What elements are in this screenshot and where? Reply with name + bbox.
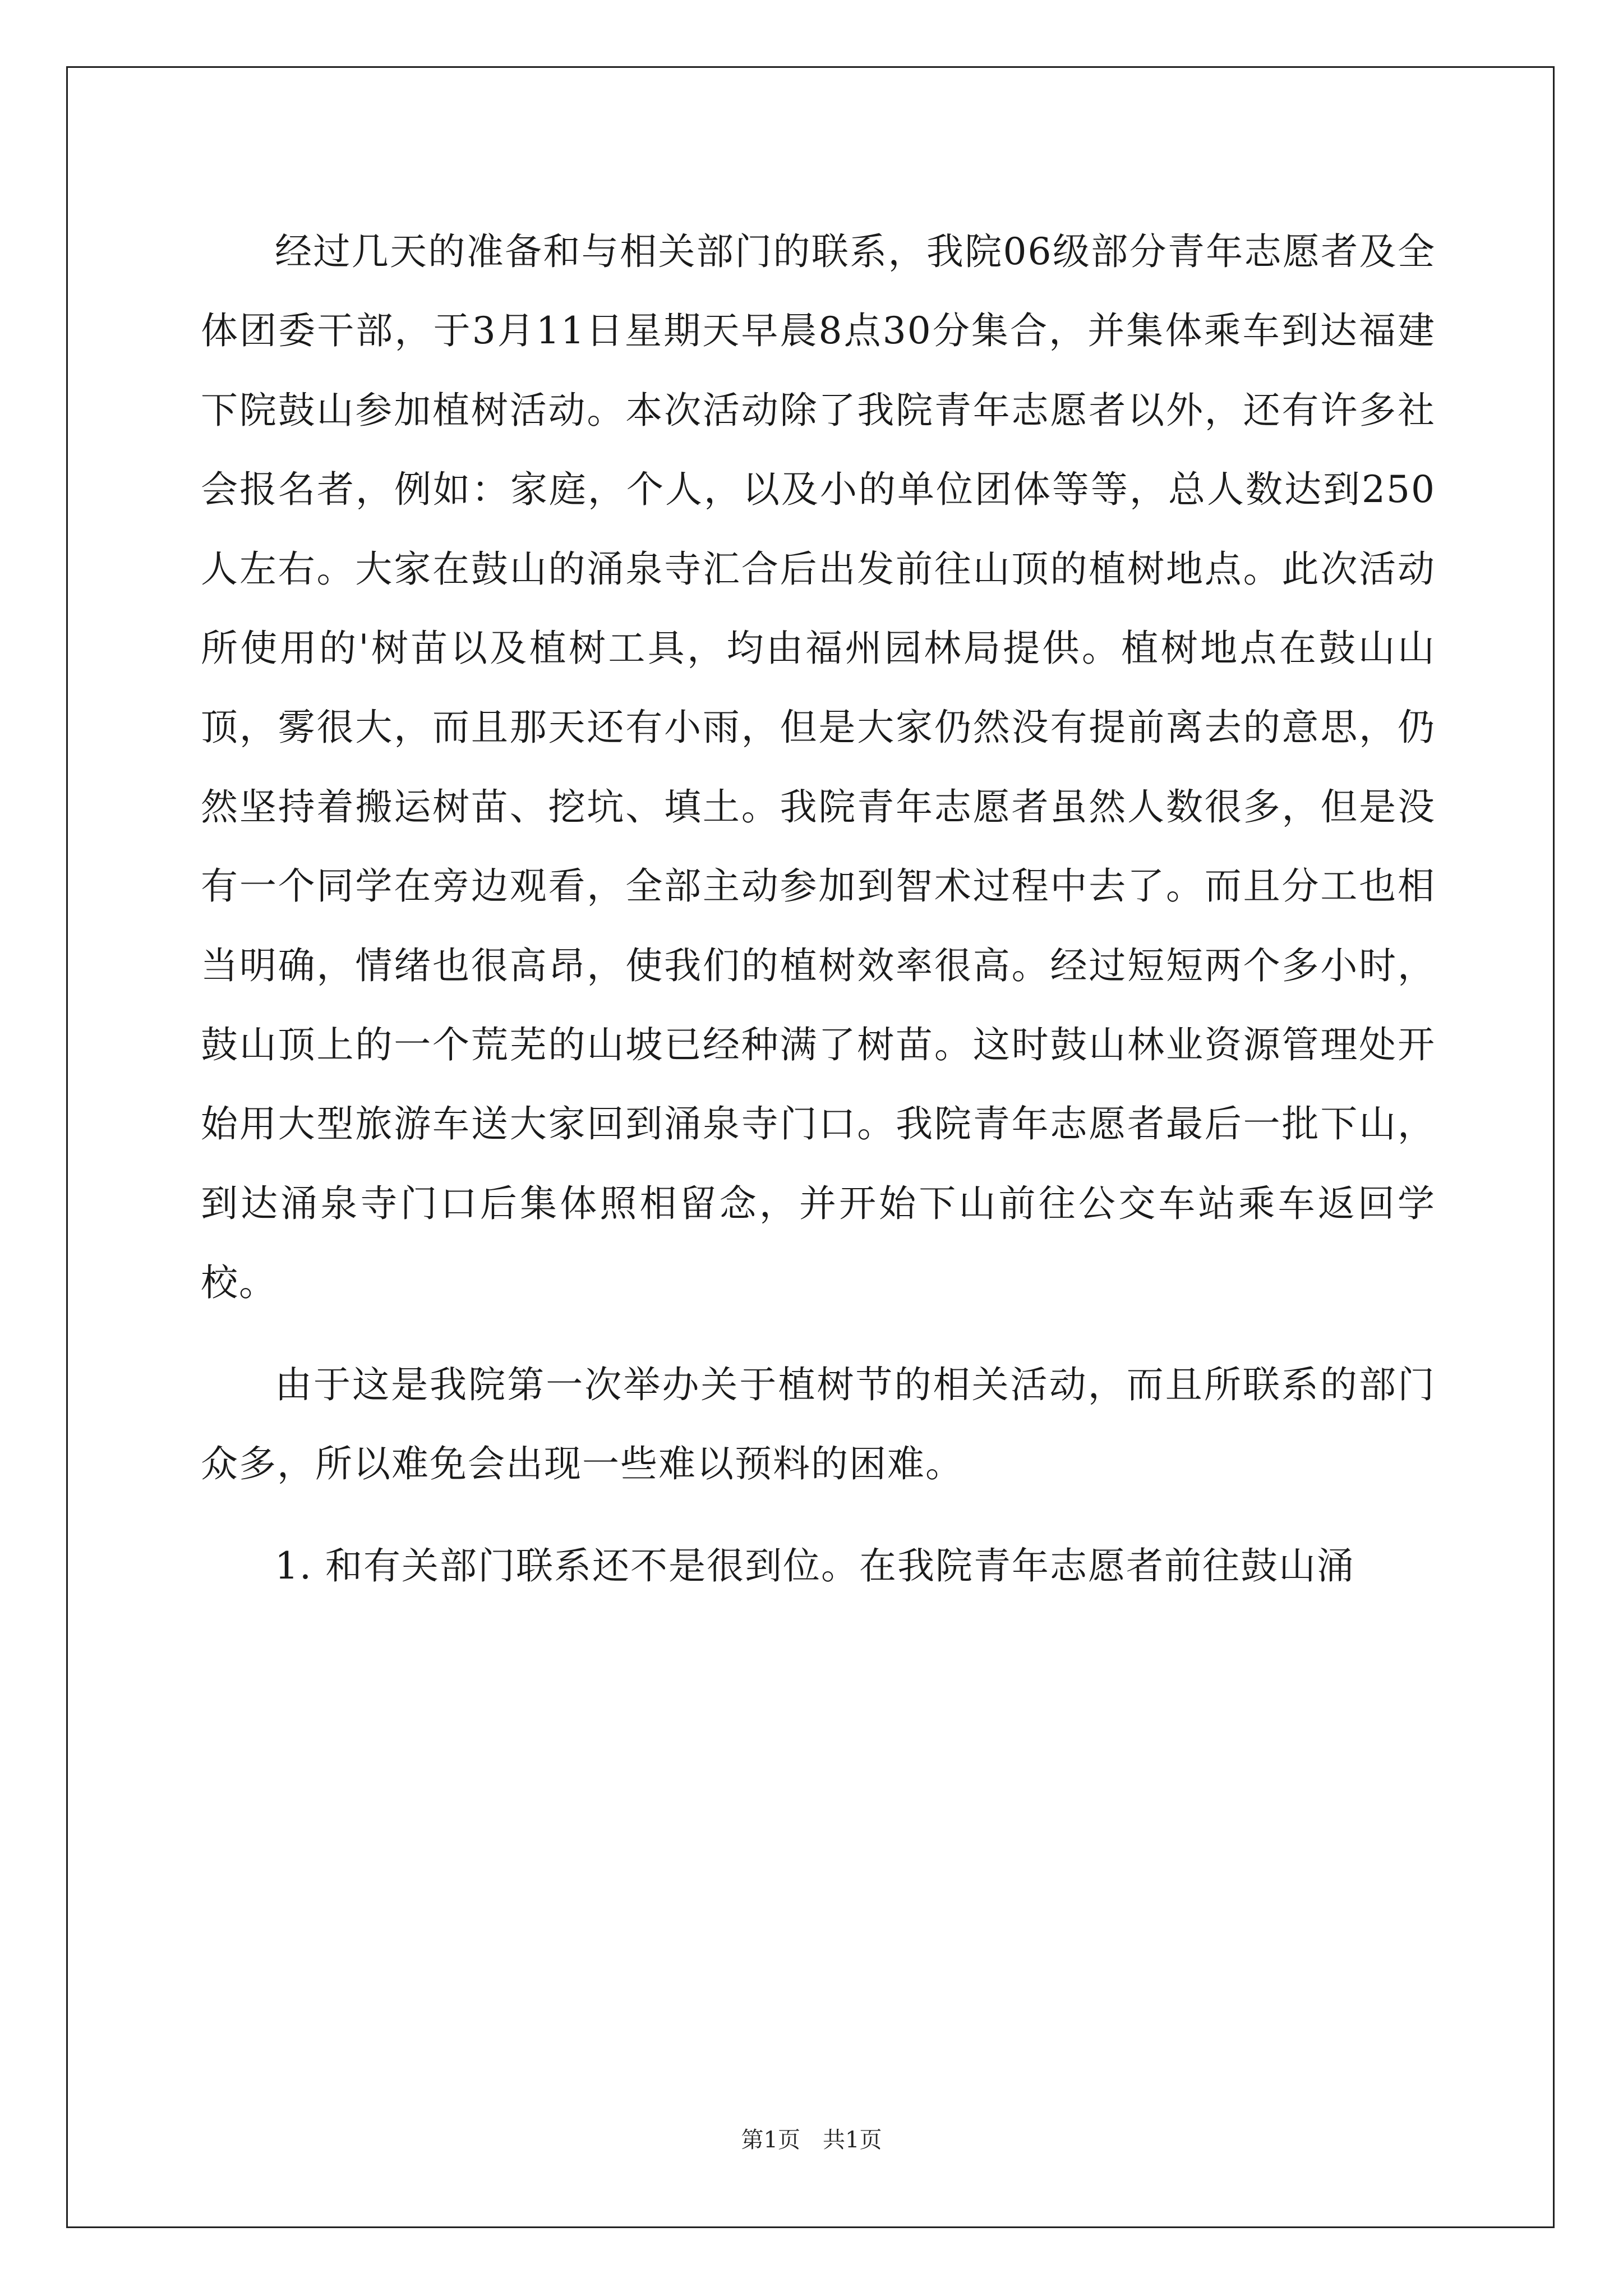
page-number-footer: 第1页 共1页 (741, 2127, 882, 2153)
document-body (201, 212, 1436, 1605)
paragraph-difficulties-intro: 由于这是我院第一次举办关于植树节的相关活动，而且所联系的部门众多，所以难免会出现一些难以预料的困难。 (201, 1363, 1436, 1486)
paragraph-list-item-1: 1. 和有关部门联系还不是很到位。在我院青年志愿者前往鼓山涌 (275, 1544, 1355, 1588)
paragraph-activity-report: 经过几天的准备和与相关部门的联系，我院06级部分青年志愿者及全体团委干部，于3月11日星期天早晨8点30分集合，并集体乘车到达福建下院鼓山参加植树活动。本次活动除了我院青年志愿者以外，还有许多社会报名者，例如：家庭，个人，以及小的单位团体等等，总人数达到250人左右。大家在鼓山的涌泉寺汇合后出发前往山顶的植树地点。此次活动所使用的'树苗以及植树工具，均由福州园林局提供。植树地点在鼓山山顶，雾很大，而且那天还有小雨，但是大家仍然没有提前离去的意思，仍然坚持着搬运树苗、挖坑、填土。我院青年志愿者虽然人数很多，但是没有一个同学在旁边观看，全部主动参加到智术过程中去了。而且分工也相当明确，情绪也很高昂，使我们的植树效率很高。经过短短两个多小时，鼓山顶上的一个荒芜的山坡已经种满了树苗。这时鼓山林业资源管理处开始用大型旅游车送大家回到涌泉寺门口。我院青年志愿者最后一批下山，到达涌泉寺门口后集体照相留念，并开始下山前往公交车站乘车返回学校。 (201, 230, 1436, 1305)
